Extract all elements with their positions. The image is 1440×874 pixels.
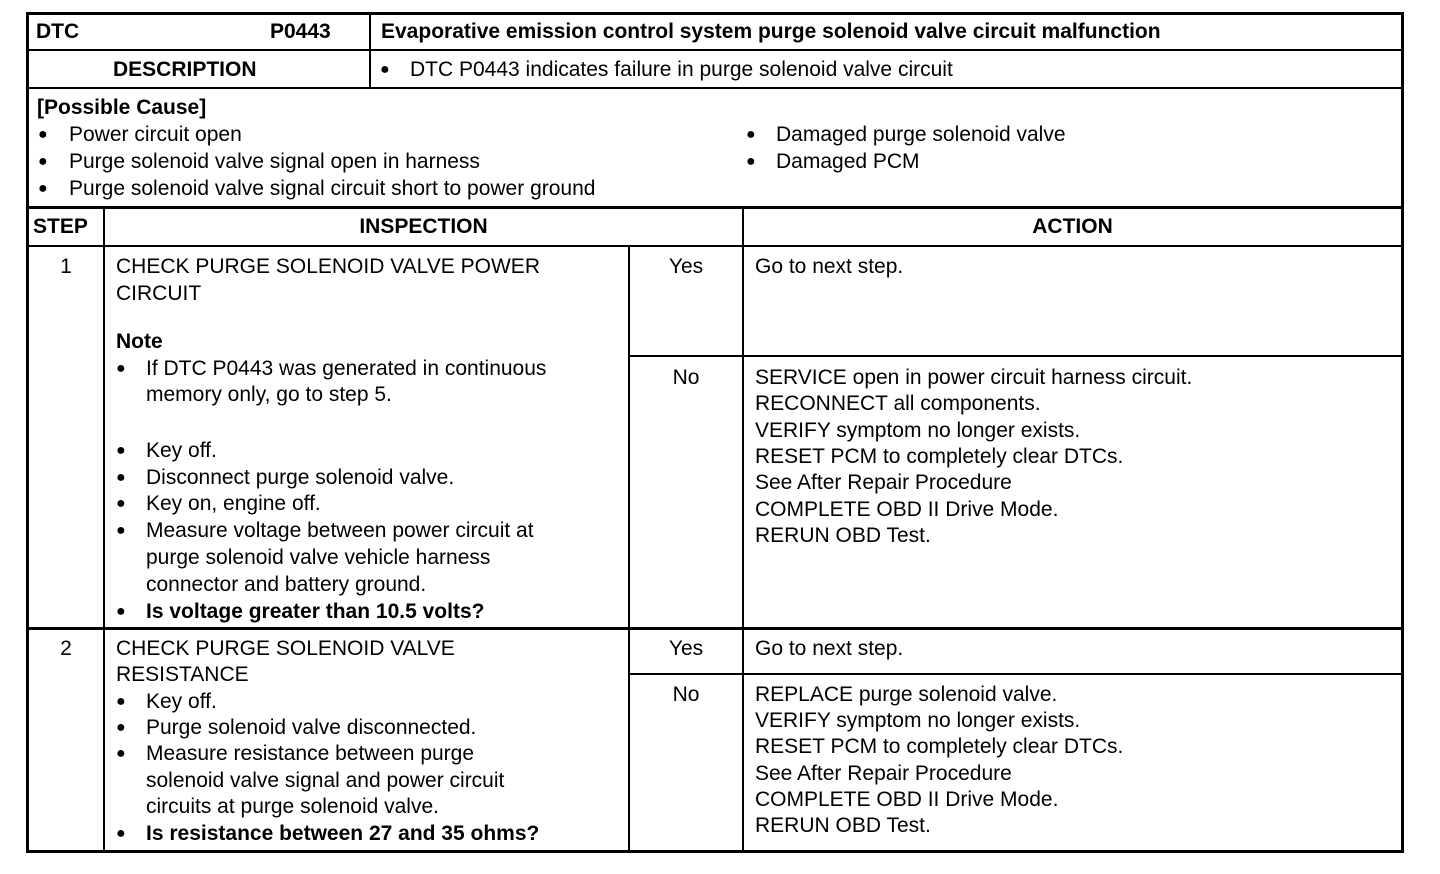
bullet-icon: ● [116, 825, 126, 842]
step-title: CHECK PURGE SOLENOID VALVE POWER [116, 255, 540, 278]
inspection-step: solenoid valve signal and power circuit [146, 769, 505, 792]
inspection-step: Purge solenoid valve disconnected. [146, 716, 477, 739]
bullet-icon: ● [116, 360, 126, 377]
bullet-icon: ● [116, 442, 126, 459]
bullet-icon: ● [116, 603, 126, 620]
cause-item: Damaged PCM [776, 150, 920, 173]
inspection-step: purge solenoid valve vehicle harness [146, 546, 491, 569]
cause-item: Power circuit open [69, 123, 242, 146]
note-text: If DTC P0443 was generated in continuous [146, 357, 547, 380]
inspection-step: Key off. [146, 690, 217, 713]
no-action: SERVICE open in power circuit harness circuit. [755, 366, 1193, 389]
description-text: DTC P0443 indicates failure in purge solenoid valve circuit [410, 58, 953, 81]
yes-label: Yes [668, 637, 704, 660]
inspection-step: Key on, engine off. [146, 492, 321, 515]
no-action: VERIFY symptom no longer exists. [755, 419, 1081, 442]
step-number: 1 [60, 255, 72, 278]
bullet-icon: ● [746, 126, 756, 143]
no-action: COMPLETE OBD II Drive Mode. [755, 498, 1059, 521]
no-action: RESET PCM to completely clear DTCs. [755, 445, 1124, 468]
column-header-inspection: INSPECTION [359, 215, 488, 238]
bullet-icon: ● [116, 495, 126, 512]
inspection-question: Is resistance between 27 and 35 ohms? [146, 822, 540, 845]
no-action: RECONNECT all components. [755, 392, 1041, 415]
bullet-icon: ● [38, 126, 48, 143]
cause-item: Damaged purge solenoid valve [776, 123, 1066, 146]
inspection-step: Key off. [146, 439, 217, 462]
yes-label: Yes [668, 255, 704, 278]
step-title: CHECK PURGE SOLENOID VALVE [116, 637, 455, 660]
yes-action: Go to next step. [755, 255, 904, 278]
bullet-icon: ● [746, 153, 756, 170]
yes-action: Go to next step. [755, 637, 904, 660]
inspection-step: Disconnect purge solenoid valve. [146, 466, 455, 489]
inspection-step: Measure voltage between power circuit at [146, 519, 534, 542]
no-action: VERIFY symptom no longer exists. [755, 709, 1081, 732]
description-bullet-icon: ● [380, 61, 390, 78]
bullet-icon: ● [116, 693, 126, 710]
note-label: Note [116, 330, 163, 353]
step-number: 2 [60, 637, 72, 660]
inspection-step: circuits at purge solenoid valve. [146, 795, 439, 818]
dtc-title: Evaporative emission control system purge solenoid valve circuit malfunction [381, 20, 1161, 43]
dtc-label: DTC [36, 20, 80, 43]
no-action: See After Repair Procedure [755, 471, 1012, 494]
bullet-icon: ● [38, 180, 48, 197]
no-action: See After Repair Procedure [755, 762, 1012, 785]
no-label: No [672, 683, 700, 706]
bullet-icon: ● [116, 719, 126, 736]
inspection-step: connector and battery ground. [146, 573, 427, 596]
bullet-icon: ● [38, 153, 48, 170]
no-label: No [672, 366, 700, 389]
no-action: RESET PCM to completely clear DTCs. [755, 735, 1124, 758]
step-title: CIRCUIT [116, 282, 202, 305]
column-header-step: STEP [33, 215, 88, 238]
no-action: REPLACE purge solenoid valve. [755, 683, 1058, 706]
bullet-icon: ● [116, 745, 126, 762]
no-action: RERUN OBD Test. [755, 814, 931, 837]
no-action: RERUN OBD Test. [755, 524, 931, 547]
inspection-step: Measure resistance between purge [146, 742, 475, 765]
note-text: memory only, go to step 5. [146, 383, 392, 406]
inspection-question: Is voltage greater than 10.5 volts? [146, 600, 485, 623]
description-label: DESCRIPTION [113, 58, 257, 81]
no-action: COMPLETE OBD II Drive Mode. [755, 788, 1059, 811]
cause-item: Purge solenoid valve signal circuit short to power ground [69, 177, 596, 200]
bullet-icon: ● [116, 469, 126, 486]
step-title: RESISTANCE [116, 663, 249, 686]
possible-cause-title: [Possible Cause] [37, 96, 207, 119]
dtc-code: P0443 [270, 20, 331, 43]
column-header-action: ACTION [1032, 215, 1113, 238]
bullet-icon: ● [116, 522, 126, 539]
cause-item: Purge solenoid valve signal open in harness [69, 150, 480, 173]
